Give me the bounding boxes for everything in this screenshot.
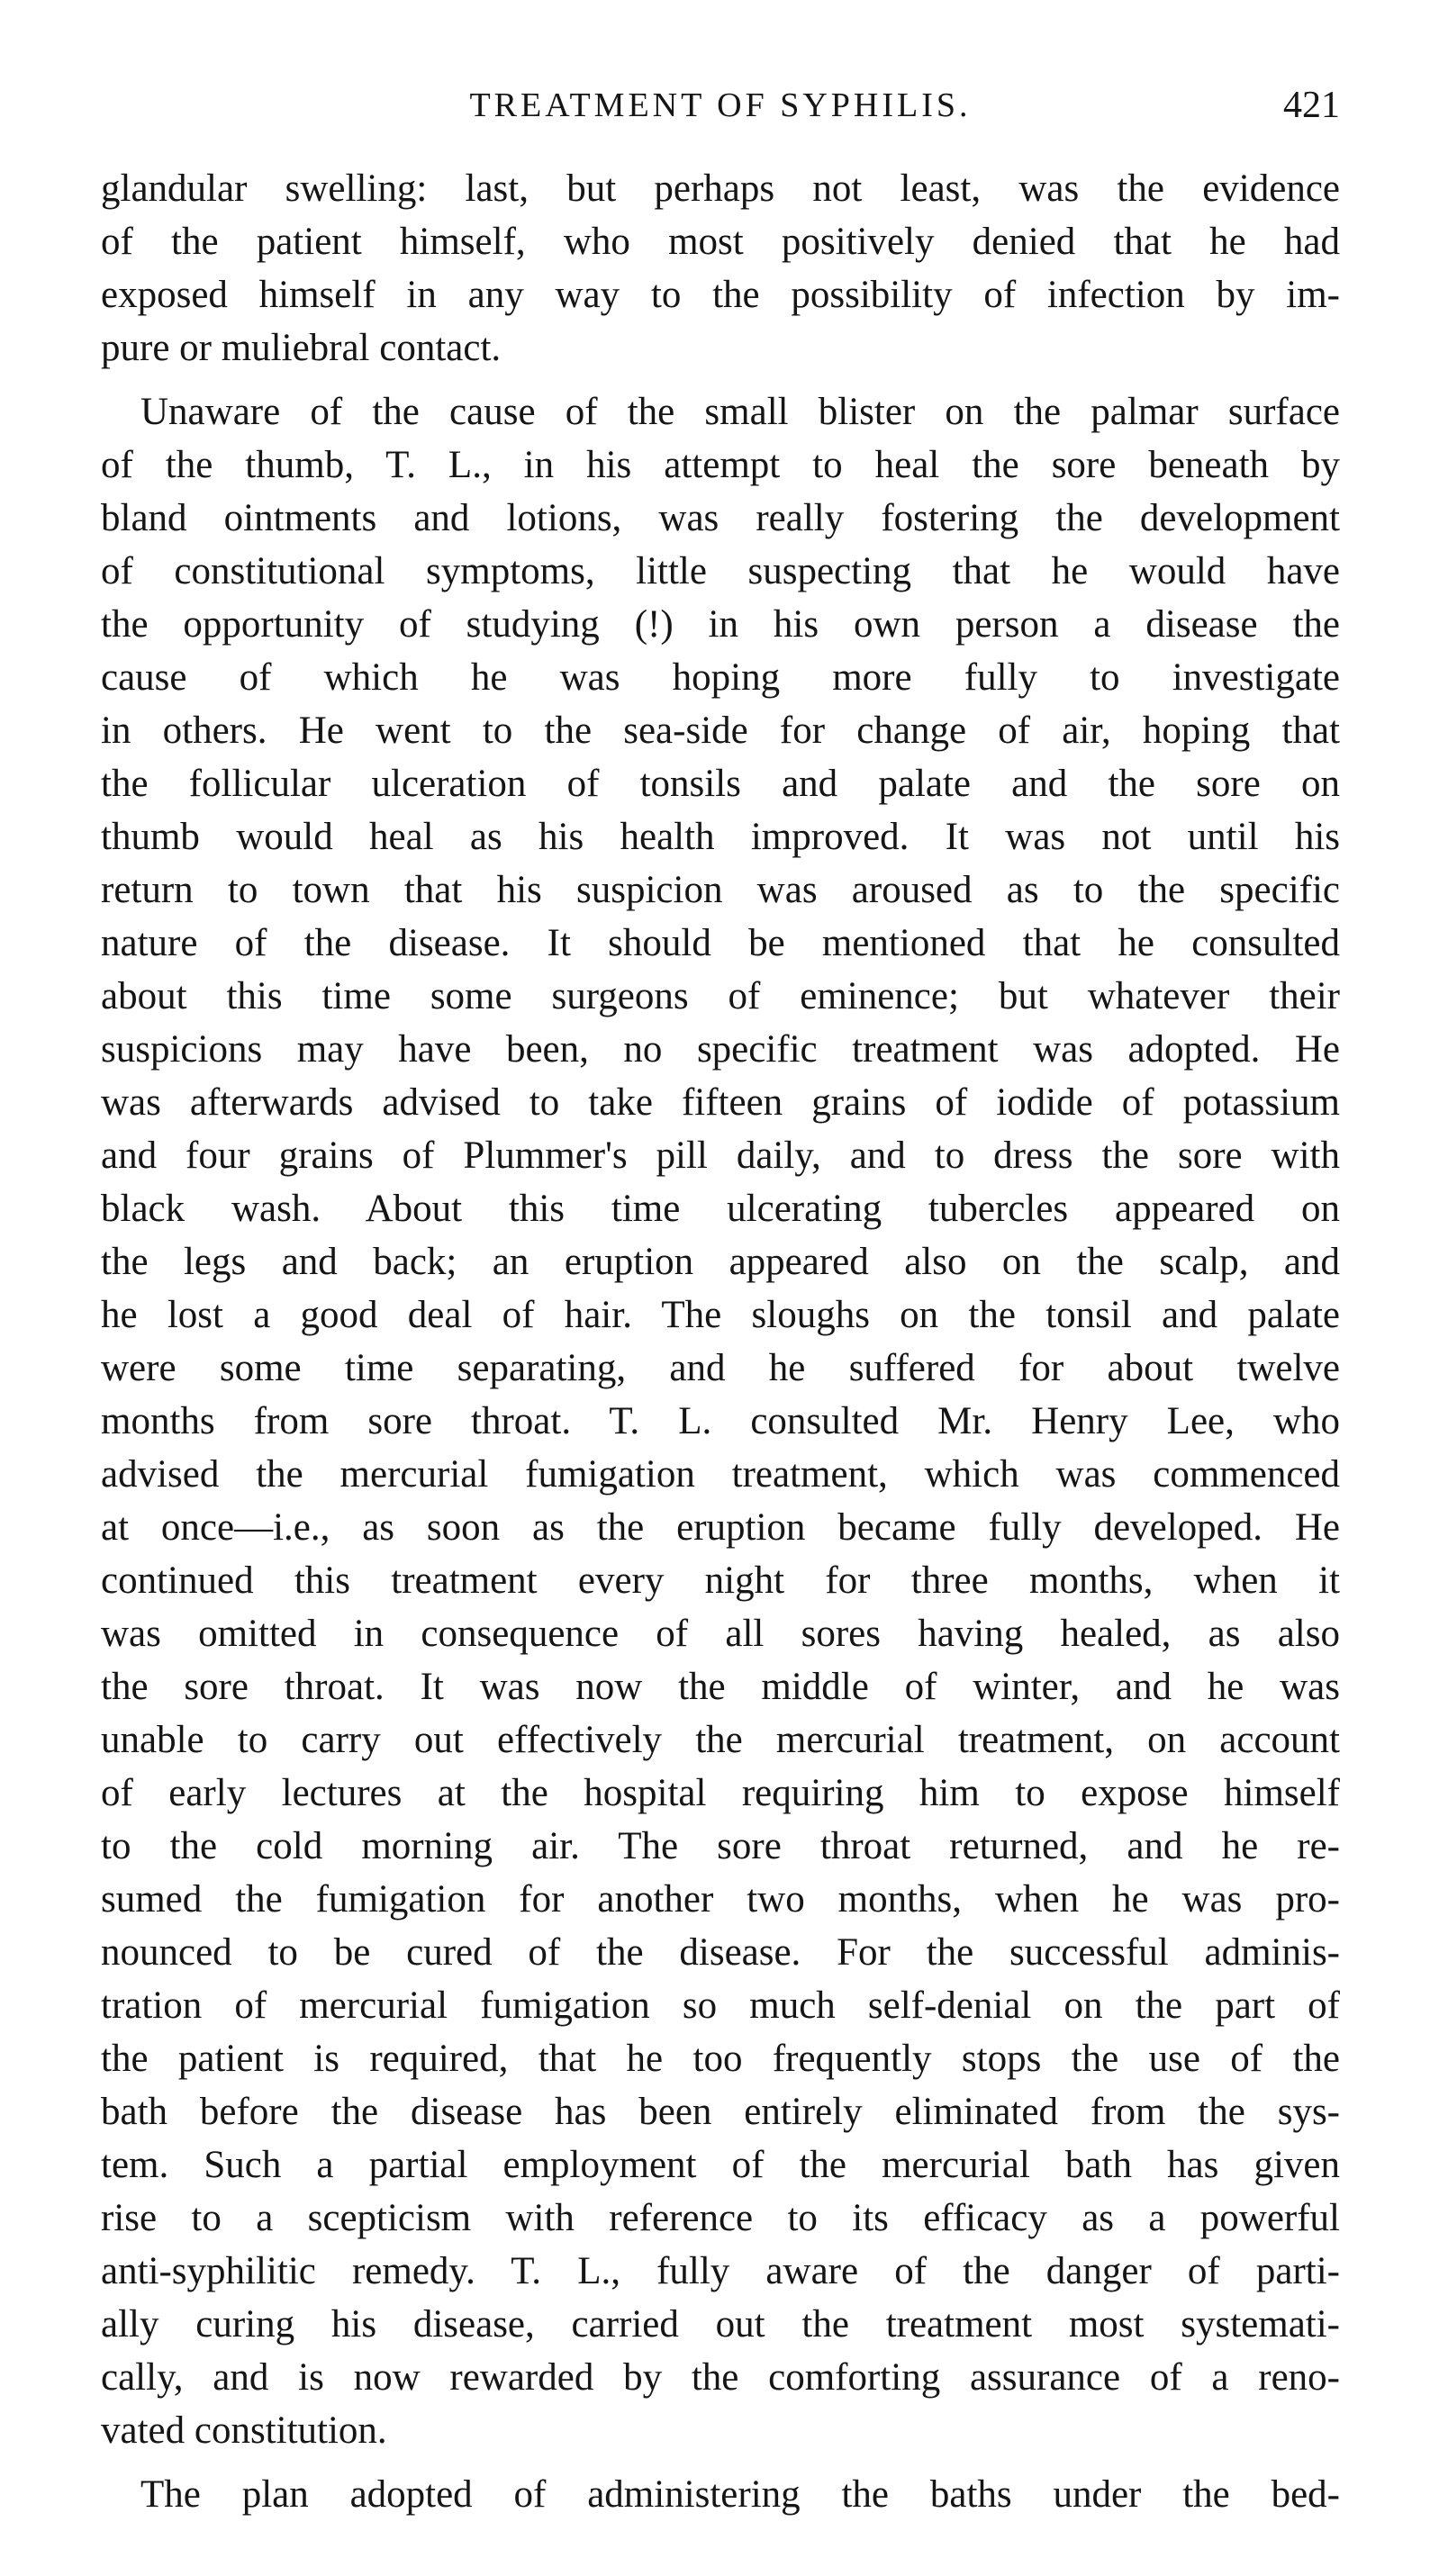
text-line: vated constitution.: [101, 2409, 387, 2452]
text-line: were some time separating, and he suffered for about twelve: [101, 1347, 1340, 1389]
text-line: was omitted in consequence of all sores having healed, as also: [101, 1613, 1340, 1655]
text-line: in others. He went to the sea-side for change of air, hoping that: [101, 710, 1340, 752]
paragraph-gap: [101, 375, 1340, 385]
text-line: at once—i.e., as soon as the eruption became fully developed. He: [101, 1506, 1340, 1549]
paragraph: [101, 162, 1340, 375]
text-line: continued this treatment every night for three months, when it: [101, 1559, 1340, 1602]
text-line: tration of mercurial fumigation so much self-denial on the part of: [101, 1984, 1340, 2027]
text-line: the sore throat. It was now the middle of winter, and he was: [101, 1666, 1340, 1708]
text-line: to the cold morning air. The sore throat returned, and he re-: [101, 1825, 1340, 1867]
text-line: nounced to be cured of the disease. For the successful adminis-: [101, 1931, 1340, 1974]
text-line: The plan adopted of administering the baths under the bed-: [140, 2473, 1340, 2516]
text-line: cally, and is now rewarded by the comforting assurance of a reno-: [101, 2356, 1340, 2399]
text-line: suspicions may have been, no specific treatment was adopted. He: [101, 1028, 1340, 1071]
text-line: anti-syphilitic remedy. T. L., fully aware of the danger of parti-: [101, 2250, 1340, 2292]
running-head: TREATMENT OF SYPHILIS.: [469, 86, 972, 124]
text-line: bath before the disease has been entirely eliminated from the sys-: [101, 2091, 1340, 2133]
text-line: of early lectures at the hospital requiring him to expose himself: [101, 1772, 1340, 1814]
text-line: exposed himself in any way to the possibility of infection by im-: [101, 274, 1340, 316]
text-line: nature of the disease. It should be mentioned that he consulted: [101, 922, 1340, 964]
text-line: of constitutional symptoms, little suspecting that he would have: [101, 550, 1340, 592]
text-line: the follicular ulceration of tonsils and palate and the sore on: [101, 763, 1340, 805]
page-number: 421: [1283, 85, 1340, 126]
text-line: pure or muliebral contact.: [101, 327, 502, 369]
text-line: bland ointments and lotions, was really fostering the development: [101, 497, 1340, 539]
text-line: of the patient himself, who most positively denied that he had: [101, 221, 1340, 263]
paragraph-gap: [101, 2457, 1340, 2468]
text-line: the opportunity of studying (!) in his own person a disease the: [101, 603, 1340, 646]
body-text: [101, 162, 1340, 2521]
text-line: Unaware of the cause of the small blister on the palmar surface: [140, 391, 1340, 433]
text-line: ally curing his disease, carried out the treatment most systemati-: [101, 2303, 1340, 2346]
text-line: months from sore throat. T. L. consulted Mr. Henry Lee, who: [101, 1400, 1340, 1442]
text-line: glandular swelling: last, but perhaps not least, was the evidence: [101, 167, 1340, 210]
text-line: thumb would heal as his health improved. It was not until his: [101, 816, 1340, 858]
text-line: and four grains of Plummer's pill daily, and to dress the sore with: [101, 1134, 1340, 1177]
text-line: the patient is required, that he too frequently stops the use of the: [101, 2038, 1340, 2080]
text-line: advised the mercurial fumigation treatment, which was commenced: [101, 1453, 1340, 1496]
text-line: he lost a good deal of hair. The sloughs on the tonsil and palate: [101, 1294, 1340, 1336]
text-line: about this time some surgeons of eminence; but whatever their: [101, 975, 1340, 1017]
text-line: sumed the fumigation for another two months, when he was pro-: [101, 1878, 1340, 1921]
page-header: [101, 83, 1340, 128]
text-line: the legs and back; an eruption appeared also on the scalp, and: [101, 1241, 1340, 1283]
text-line: unable to carry out effectively the mercurial treatment, on account: [101, 1719, 1340, 1761]
text-line: black wash. About this time ulcerating tubercles appeared on: [101, 1188, 1340, 1230]
text-line: of the thumb, T. L., in his attempt to heal the sore beneath by: [101, 444, 1340, 486]
text-line: cause of which he was hoping more fully to investigate: [101, 656, 1340, 699]
text-line: return to town that his suspicion was aroused as to the specific: [101, 869, 1340, 911]
text-line: was afterwards advised to take fifteen grains of iodide of potassium: [101, 1081, 1340, 1124]
paragraph: [101, 2468, 1340, 2521]
paragraph: [101, 385, 1340, 2457]
text-line: tem. Such a partial employment of the mercurial bath has given: [101, 2144, 1340, 2186]
text-line: rise to a scepticism with reference to its efficacy as a powerful: [101, 2197, 1340, 2239]
